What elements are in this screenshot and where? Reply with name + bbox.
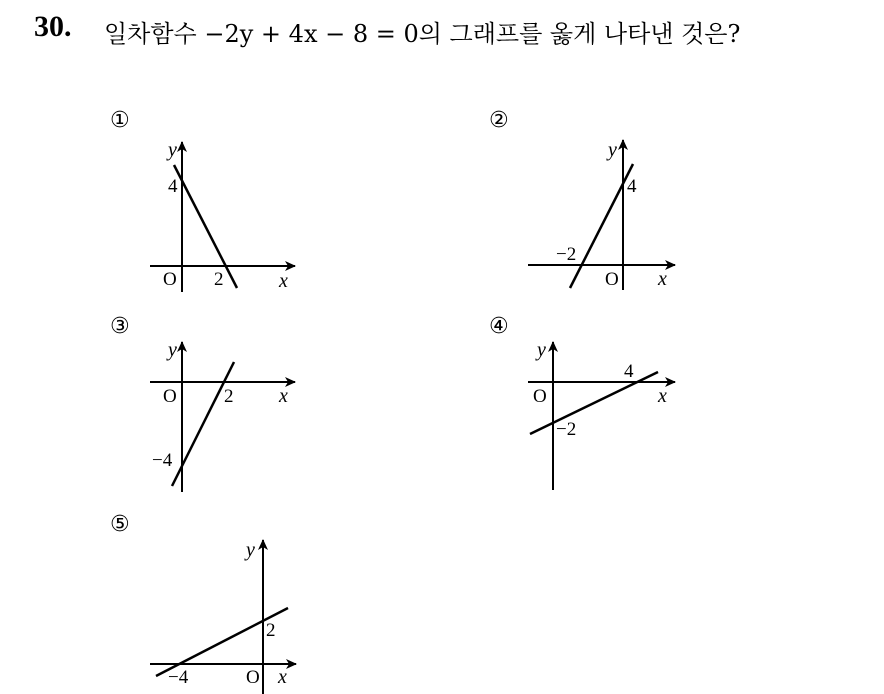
x-axis-label: x <box>279 270 288 292</box>
y-intercept-label: 4 <box>627 176 637 197</box>
x-axis-label: x <box>658 268 667 290</box>
y-intercept-label: −4 <box>152 450 173 471</box>
y-intercept-label: −2 <box>556 419 577 440</box>
choice-5-graph[interactable] <box>140 530 310 694</box>
x-axis-label: x <box>278 666 287 688</box>
choice-5-marker[interactable]: ⑤ <box>110 512 130 537</box>
y-intercept-label: 2 <box>266 620 276 641</box>
y-axis-label: y <box>168 139 177 161</box>
question-text: 일차함수 −2y + 4x − 8 = 0의 그래프를 옳게 나타낸 것은? <box>104 20 741 48</box>
y-axis-label: y <box>246 539 255 561</box>
graph-line <box>174 165 237 288</box>
choice-1-marker[interactable]: ① <box>110 108 130 133</box>
x-intercept-label: −2 <box>556 244 577 265</box>
question-number: 30. <box>34 10 72 43</box>
x-axis-label: x <box>658 385 667 407</box>
x-intercept-label: −4 <box>168 667 189 688</box>
origin-label: O <box>163 269 177 290</box>
y-axis-label: y <box>537 339 546 361</box>
x-intercept-label: 4 <box>624 361 634 382</box>
graph-line <box>156 608 288 676</box>
y-axis-label: y <box>168 339 177 361</box>
origin-label: O <box>533 386 547 407</box>
choice-2-marker[interactable]: ② <box>489 108 509 133</box>
choice-3-graph[interactable] <box>140 330 310 500</box>
x-intercept-label: 2 <box>214 269 224 290</box>
choice-4-graph[interactable] <box>520 330 690 500</box>
choice-4-marker[interactable]: ④ <box>489 314 509 339</box>
origin-label: O <box>163 386 177 407</box>
x-intercept-label: 2 <box>224 386 234 407</box>
origin-label: O <box>605 269 619 290</box>
origin-label: O <box>246 667 260 688</box>
y-intercept-label: 4 <box>168 176 178 197</box>
x-axis-label: x <box>279 385 288 407</box>
choice-1-graph[interactable] <box>140 130 310 300</box>
choice-2-graph[interactable] <box>520 130 690 300</box>
choice-3-marker[interactable]: ③ <box>110 314 130 339</box>
y-axis-label: y <box>608 139 617 161</box>
